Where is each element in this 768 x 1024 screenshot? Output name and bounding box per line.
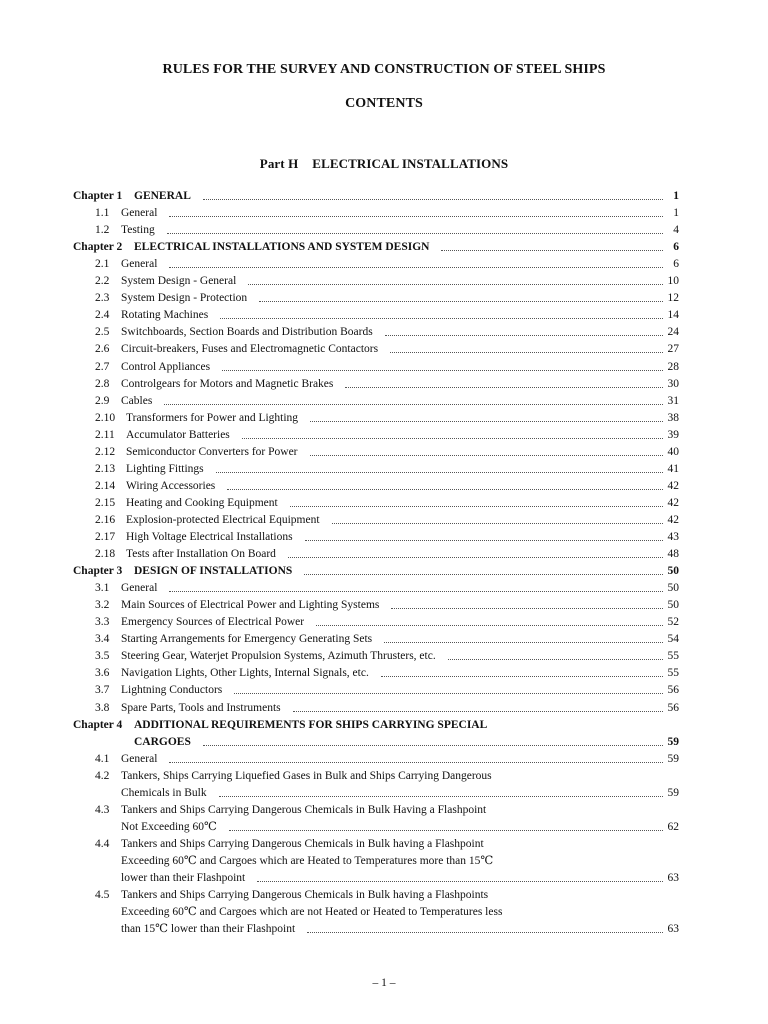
toc-section-title: Switchboards, Section Boards and Distribution Boards — [121, 326, 373, 339]
toc-section-line — [0, 360, 768, 374]
toc-section-number: 3.2 — [95, 599, 110, 612]
toc-section-title: Circuit-breakers, Fuses and Electromagnetic Contactors — [121, 343, 379, 356]
toc-section-title: Semiconductor Converters for Power — [126, 445, 298, 458]
toc-page-number: 12 — [667, 292, 679, 305]
toc-page-number: 59 — [667, 786, 679, 799]
toc-chapter-title: ADDITIONAL REQUIREMENTS FOR SHIPS CARRYING SPECIAL — [134, 718, 488, 731]
toc-section-number: 2.2 — [95, 275, 110, 288]
toc-section-number: 2.10 — [95, 411, 116, 424]
toc-chapter-number: Chapter 4 — [73, 718, 123, 731]
toc-leader-dots — [234, 693, 663, 695]
toc-page-number: 31 — [667, 394, 679, 407]
toc-page-number: 14 — [667, 309, 679, 322]
toc-section-number: 2.9 — [95, 394, 110, 407]
toc-page-number: 42 — [667, 479, 679, 492]
toc-section-line — [0, 666, 768, 680]
toc-leader-dots — [220, 318, 663, 320]
toc-leader-dots — [229, 830, 663, 832]
toc-section-number: 2.11 — [95, 428, 115, 441]
toc-leader-dots — [227, 489, 663, 491]
toc-section-number: 2.5 — [95, 326, 110, 339]
toc-section-number: 2.8 — [95, 377, 110, 390]
toc-page-number: 42 — [667, 513, 679, 526]
toc-section-number: 1.1 — [95, 207, 110, 220]
toc-leader-dots — [345, 387, 663, 389]
toc-leader-dots — [203, 745, 663, 747]
toc-chapter-title: GENERAL — [134, 190, 191, 202]
toc-section-line — [0, 871, 768, 885]
toc-section-number: 2.13 — [95, 462, 116, 475]
toc-section-title: System Design - Protection — [121, 292, 248, 305]
toc-leader-dots — [167, 233, 663, 235]
toc-page-number: 42 — [667, 496, 679, 509]
toc-section-line — [0, 820, 768, 834]
toc-chapter-line — [0, 564, 768, 578]
toc-section-line — [0, 854, 768, 868]
toc-section-number: 2.16 — [95, 513, 116, 526]
part-label: Part H — [259, 156, 299, 171]
toc-section-number: 4.3 — [95, 803, 110, 816]
toc-section-line — [0, 206, 768, 220]
document-title: RULES FOR THE SURVEY AND CONSTRUCTION OF STEEL SHIPS — [162, 62, 606, 77]
toc-page-number: 62 — [667, 820, 679, 833]
toc-section-line — [0, 752, 768, 766]
toc-section-title: Not Exceeding 60℃ — [121, 820, 217, 833]
toc-section-number: 2.17 — [95, 531, 116, 543]
toc-page-number: 52 — [667, 616, 679, 629]
toc-section-number: 2.7 — [95, 360, 110, 373]
toc-section-title: Accumulator Batteries — [126, 428, 230, 441]
toc-chapter-line — [0, 735, 768, 749]
toc-section-line — [0, 786, 768, 800]
toc-leader-dots — [293, 711, 663, 713]
toc-leader-dots — [307, 932, 663, 934]
toc-leader-dots — [381, 676, 663, 678]
toc-section-line — [0, 837, 768, 851]
toc-section-number: 3.1 — [95, 582, 110, 595]
toc-page-number: 1 — [673, 190, 679, 202]
toc-section-line — [0, 905, 768, 919]
toc-leader-dots — [390, 352, 663, 354]
toc-section-line — [0, 803, 768, 817]
toc-section-title: Exceeding 60℃ and Cargoes which are Heated to Temperatures more than 15℃ — [121, 854, 494, 867]
toc-page-number: 24 — [667, 326, 679, 339]
toc-section-number: 2.6 — [95, 343, 110, 356]
toc-page-number: 59 — [667, 752, 679, 765]
toc-section-title: Explosion-protected Electrical Equipment — [126, 513, 320, 526]
toc-leader-dots — [216, 472, 663, 474]
toc-section-line — [0, 496, 768, 510]
toc-page-number: 63 — [667, 923, 679, 936]
toc-chapter-number: Chapter 3 — [73, 565, 123, 578]
toc-section-title: Lightning Conductors — [121, 684, 223, 697]
toc-section-title: Tests after Installation On Board — [126, 548, 276, 561]
toc-section-title: High Voltage Electrical Installations — [126, 531, 293, 543]
toc-section-title: General — [121, 207, 158, 220]
toc-section-title: than 15℃ lower than their Flashpoint — [121, 923, 296, 936]
toc-section-number: 4.2 — [95, 769, 110, 782]
toc-section-title: Testing — [121, 224, 155, 237]
toc-section-line — [0, 701, 768, 715]
toc-section-line — [0, 377, 768, 391]
toc-section-title: Exceeding 60℃ and Cargoes which are not Heated or Heated to Temperatures less — [121, 906, 503, 919]
toc-section-line — [0, 274, 768, 288]
toc-section-number: 2.18 — [95, 548, 116, 561]
toc-chapter-number: Chapter 2 — [73, 241, 123, 254]
toc-section-line — [0, 479, 768, 493]
toc-leader-dots — [384, 642, 663, 644]
toc-page-number: 6 — [673, 258, 679, 271]
toc-section-title: Control Appliances — [121, 360, 211, 373]
toc-section-line — [0, 513, 768, 527]
toc-page-number: 59 — [667, 735, 679, 748]
toc-page-number: 30 — [667, 377, 679, 390]
toc-section-line — [0, 683, 768, 697]
toc-section-title: Starting Arrangements for Emergency Generating Sets — [121, 633, 373, 646]
toc-section-line — [0, 530, 768, 544]
toc-section-number: 2.12 — [95, 445, 116, 458]
toc-section-number: 1.2 — [95, 224, 110, 237]
toc-chapter-line — [0, 189, 768, 203]
toc-section-line — [0, 257, 768, 271]
toc-page-number: 55 — [667, 667, 679, 680]
toc-page-number: 56 — [667, 684, 679, 697]
toc-section-number: 3.3 — [95, 616, 110, 629]
contents-heading: CONTENTS — [345, 96, 423, 111]
toc-page-number: 40 — [667, 445, 679, 458]
toc-page-number: 50 — [667, 565, 679, 578]
toc-page-number: 6 — [673, 241, 679, 254]
toc-section-number: 2.15 — [95, 496, 116, 509]
toc-leader-dots — [391, 608, 663, 610]
toc-chapter-number: Chapter 1 — [73, 190, 123, 202]
toc-section-number: 4.4 — [95, 837, 110, 850]
toc-leader-dots — [169, 267, 663, 269]
toc-section-title: Navigation Lights, Other Lights, Internal Signals, etc. — [121, 667, 369, 680]
toc-leader-dots — [219, 796, 663, 798]
toc-section-title: Transformers for Power and Lighting — [126, 411, 299, 424]
toc-section-title: Controlgears for Motors and Magnetic Brakes — [121, 377, 334, 390]
toc-section-title: lower than their Flashpoint — [121, 872, 246, 884]
toc-leader-dots — [169, 591, 663, 593]
toc-leader-dots — [203, 199, 663, 201]
toc-page-number: 4 — [673, 224, 679, 237]
toc-section-number: 2.14 — [95, 479, 116, 492]
toc-chapter-title: DESIGN OF INSTALLATIONS — [134, 565, 293, 578]
toc-section-line — [0, 308, 768, 322]
toc-leader-dots — [441, 250, 663, 252]
toc-page-number: 50 — [667, 582, 679, 595]
page-number: – 1 – — [372, 977, 396, 989]
toc-leader-dots — [259, 301, 663, 303]
toc-page-number: 1 — [673, 207, 679, 220]
toc-section-number: 3.5 — [95, 650, 110, 663]
toc-leader-dots — [248, 284, 663, 286]
toc-section-title: General — [121, 582, 158, 595]
toc-page-number: 41 — [667, 462, 679, 475]
toc-chapter-line — [0, 718, 768, 732]
toc-leader-dots — [222, 370, 663, 372]
toc-section-line — [0, 581, 768, 595]
toc-page-number: 63 — [667, 872, 679, 884]
toc-leader-dots — [242, 438, 663, 440]
toc-section-title: Steering Gear, Waterjet Propulsion Systems, Azimuth Thrusters, etc. — [121, 650, 436, 663]
toc-section-title: Emergency Sources of Electrical Power — [121, 616, 305, 629]
toc-leader-dots — [288, 557, 663, 559]
toc-chapter-title: CARGOES — [134, 735, 191, 748]
toc-page-number: 28 — [667, 360, 679, 373]
toc-section-title: Tankers and Ships Carrying Dangerous Chemicals in Bulk having a Flashpoints — [121, 889, 489, 902]
toc-section-title: Tankers and Ships Carrying Dangerous Chemicals in Bulk having a Flashpoint — [121, 837, 484, 850]
toc-leader-dots — [385, 335, 663, 337]
toc-section-number: 3.7 — [95, 684, 110, 697]
toc-page-number: 27 — [667, 343, 679, 356]
toc-section-number: 4.5 — [95, 889, 110, 902]
toc-section-title: Tankers, Ships Carrying Liquefied Gases in Bulk and Ships Carrying Dangerous — [121, 769, 492, 782]
toc-leader-dots — [305, 540, 663, 542]
toc-section-title: Main Sources of Electrical Power and Lighting Systems — [121, 599, 380, 612]
toc-section-number: 2.4 — [95, 309, 110, 322]
toc-section-line — [0, 462, 768, 476]
toc-section-number: 2.1 — [95, 258, 110, 271]
part-title: ELECTRICAL INSTALLATIONS — [312, 156, 509, 171]
toc-section-number: 3.8 — [95, 701, 110, 714]
toc-section-line — [0, 223, 768, 237]
toc-leader-dots — [290, 506, 663, 508]
toc-page-number: 43 — [667, 531, 679, 543]
toc-section-line — [0, 445, 768, 459]
toc-section-line — [0, 342, 768, 356]
toc-leader-dots — [257, 881, 663, 883]
toc-leader-dots — [310, 421, 663, 423]
toc-section-number: 3.6 — [95, 667, 110, 680]
toc-leader-dots — [164, 404, 663, 406]
toc-section-title: Tankers and Ships Carrying Dangerous Chemicals in Bulk Having a Flashpoint — [121, 803, 487, 816]
toc-section-number: 2.3 — [95, 292, 110, 305]
toc-section-line — [0, 922, 768, 936]
toc-section-title: Wiring Accessories — [126, 479, 216, 492]
toc-section-title: Spare Parts, Tools and Instruments — [121, 701, 281, 714]
toc-leader-dots — [332, 523, 663, 525]
toc-section-title: General — [121, 258, 158, 271]
toc-chapter-line — [0, 240, 768, 254]
toc-section-title: System Design - General — [121, 275, 237, 288]
toc-section-line — [0, 598, 768, 612]
toc-section-title: Rotating Machines — [121, 309, 209, 322]
toc-section-title: Lighting Fittings — [126, 462, 204, 475]
toc-section-title: Chemicals in Bulk — [121, 786, 207, 799]
toc-page-number: 39 — [667, 428, 679, 441]
toc-section-title: General — [121, 752, 158, 765]
toc-page-number: 50 — [667, 599, 679, 612]
toc-chapter-title: ELECTRICAL INSTALLATIONS AND SYSTEM DESIGN — [134, 241, 430, 254]
toc-section-line — [0, 769, 768, 783]
toc-page-number: 38 — [667, 411, 679, 424]
toc-section-line — [0, 615, 768, 629]
toc-section-line — [0, 888, 768, 902]
toc-section-title: Heating and Cooking Equipment — [126, 496, 278, 509]
toc-leader-dots — [304, 574, 663, 576]
toc-page-number: 56 — [667, 701, 679, 714]
toc-page-number: 48 — [667, 548, 679, 561]
toc-page-number: 54 — [667, 633, 679, 646]
toc-page-number: 55 — [667, 650, 679, 663]
toc-section-line — [0, 547, 768, 561]
toc-section-line — [0, 325, 768, 339]
toc-page-number: 10 — [667, 275, 679, 288]
toc-leader-dots — [316, 625, 663, 627]
toc-leader-dots — [448, 659, 663, 661]
toc-section-line — [0, 394, 768, 408]
toc-section-line — [0, 632, 768, 646]
toc-leader-dots — [310, 455, 663, 457]
toc-section-line — [0, 649, 768, 663]
toc-section-line — [0, 428, 768, 442]
toc-section-title: Cables — [121, 394, 153, 407]
toc-leader-dots — [169, 216, 663, 218]
toc-section-line — [0, 411, 768, 425]
toc-leader-dots — [169, 762, 663, 764]
toc-section-line — [0, 291, 768, 305]
toc-section-number: 3.4 — [95, 633, 110, 646]
toc-section-number: 4.1 — [95, 752, 110, 765]
